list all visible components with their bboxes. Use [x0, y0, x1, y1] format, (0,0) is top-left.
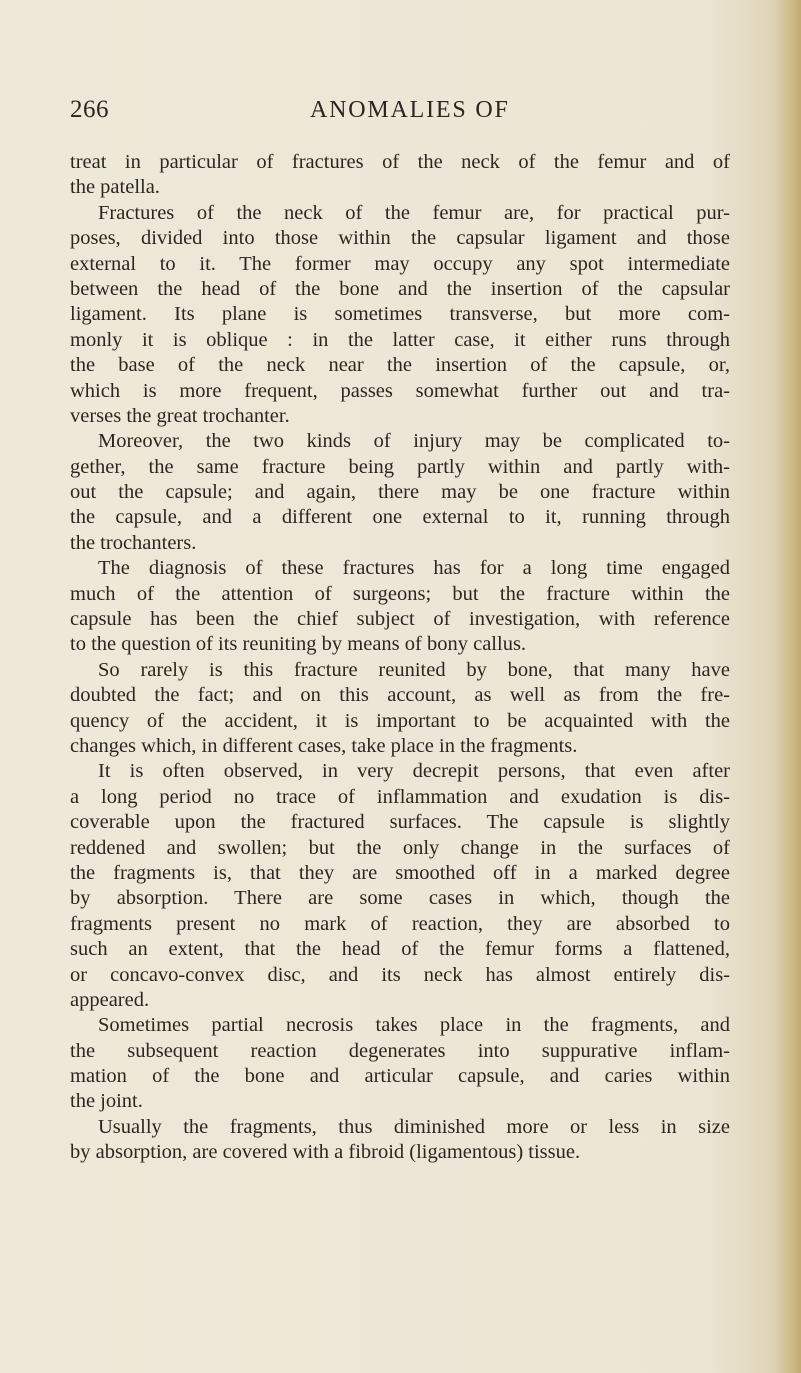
text-line: external to it. The former may occupy any spot intermediate — [70, 252, 730, 275]
text-line: fragments present no mark of reaction, they are absorbed to — [70, 912, 730, 935]
text-line: much of the attention of surgeons; but the fracture within the — [70, 582, 730, 605]
text-line: It is often observed, in very decrepit persons, that even after — [98, 760, 730, 783]
running-head: ANOMALIES OF — [310, 97, 510, 123]
page-header — [70, 96, 730, 136]
text-line: treat in particular of fractures of the neck of the femur and of — [70, 151, 730, 173]
text-line: by absorption, are covered with a fibroid (ligamentous) tissue. — [70, 1141, 581, 1164]
text-line: appeared. — [70, 988, 150, 1011]
text-line: which is more frequent, passes somewhat further out and tra- — [70, 379, 730, 402]
text-line: gether, the same fracture being partly within and partly with- — [70, 455, 730, 478]
text-line: out the capsule; and again, there may be one fracture within — [70, 481, 730, 504]
text-line: the capsule, and a different one external to it, running through — [70, 506, 730, 529]
text-line: reddened and swollen; but the only change in the surfaces of — [70, 836, 730, 859]
text-line: changes which, in different cases, take place in the fragments. — [70, 734, 578, 757]
body-text — [70, 150, 730, 1166]
text-line: mation of the bone and articular capsule, and caries within — [70, 1065, 730, 1088]
text-line: between the head of the bone and the insertion of the capsular — [70, 277, 730, 300]
text-line: verses the great trochanter. — [70, 404, 290, 427]
text-line: quency of the accident, it is important to be acquainted with the — [70, 709, 730, 732]
text-line: So rarely is this fracture reunited by bone, that many have — [98, 658, 730, 681]
text-line: Sometimes partial necrosis takes place in the fragments, and — [98, 1014, 730, 1037]
text-line: the subsequent reaction degenerates into suppurative inflam- — [70, 1039, 730, 1062]
text-line: the fragments is, that they are smoothed off in a marked degree — [70, 861, 730, 884]
text-line: the base of the neck near the insertion of the capsule, or, — [70, 354, 730, 377]
text-line: Fractures of the neck of the femur are, for practical pur- — [98, 201, 730, 224]
text-line: Usually the fragments, thus diminished more or less in size — [98, 1115, 730, 1138]
text-line: a long period no trace of inflammation and exudation is dis- — [70, 785, 730, 808]
text-line: Moreover, the two kinds of injury may be complicated to- — [98, 430, 730, 453]
text-line: such an extent, that the head of the femur forms a flattened, — [70, 938, 730, 961]
text-line: coverable upon the fractured surfaces. The capsule is slightly — [70, 811, 730, 834]
text-line: the patella. — [70, 176, 160, 199]
text-line: The diagnosis of these fractures has for a long time engaged — [98, 557, 730, 580]
text-line: the joint. — [70, 1090, 143, 1113]
text-line: the trochanters. — [70, 531, 197, 554]
text-line: ligament. Its plane is sometimes transverse, but more com- — [70, 303, 730, 326]
text-line: or concavo-convex disc, and its neck has almost entirely dis- — [70, 963, 730, 986]
page-number: 266 — [70, 96, 109, 123]
text-line: to the question of its reuniting by means of bony callus. — [70, 633, 527, 656]
page-edge-shading — [775, 0, 801, 1373]
text-line: by absorption. There are some cases in which, though the — [70, 887, 730, 910]
text-line: capsule has been the chief subject of investigation, with reference — [70, 608, 730, 631]
text-line: doubted the fact; and on this account, as well as from the fre- — [70, 684, 730, 707]
text-line: poses, divided into those within the capsular ligament and those — [70, 227, 730, 250]
text-line: monly it is oblique : in the latter case, it either runs through — [70, 328, 730, 351]
